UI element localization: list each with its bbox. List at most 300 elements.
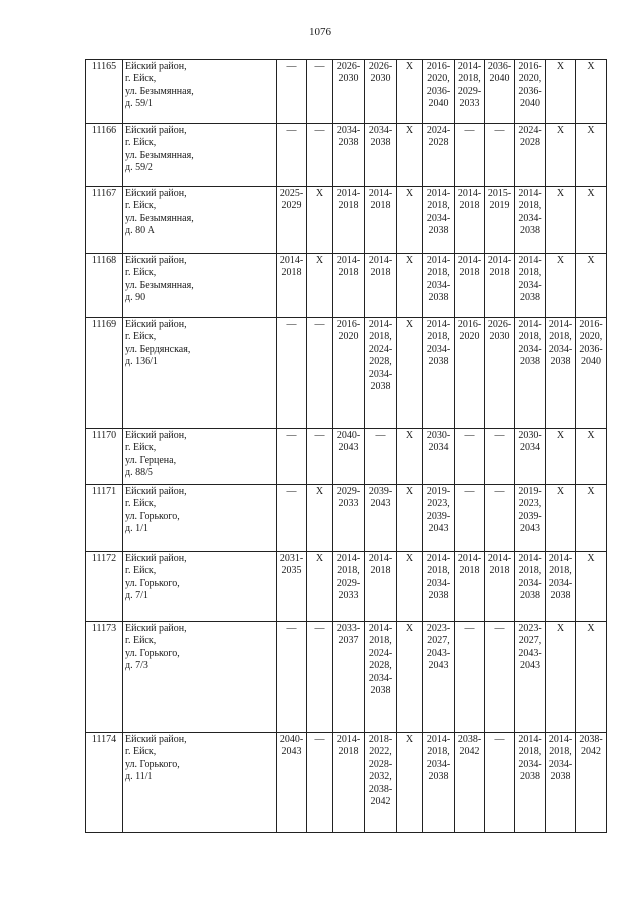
period-line: 2025- (279, 188, 304, 199)
period-line: 2028, (369, 660, 392, 672)
period-line: Х (405, 319, 414, 330)
address-cell (123, 429, 277, 485)
period-line: Х (405, 61, 414, 72)
period-line: 2035 (281, 565, 302, 577)
address-line: Ейский район, (125, 734, 187, 745)
period-cell (365, 254, 397, 318)
period-cell (307, 124, 333, 187)
period-cell (397, 485, 423, 552)
period-line: 2034- (368, 125, 393, 136)
period-cell (546, 318, 576, 429)
period-line: 2018 (489, 565, 510, 577)
period-line: 2034- (518, 279, 542, 291)
address-line: д. 88/5 (125, 467, 153, 479)
period-cell (277, 318, 307, 429)
period-line: 2023, (518, 498, 542, 510)
period-line: 2034- (426, 279, 451, 291)
table-row (86, 429, 607, 485)
period-line: 2014- (457, 61, 482, 72)
address-line: г. Ейск, (125, 137, 157, 149)
address-line: д. 1/1 (125, 523, 148, 535)
period-cell (397, 187, 423, 254)
period-line: Х (405, 734, 414, 745)
address-line: д. 59/1 (125, 98, 153, 110)
period-cell (397, 552, 423, 622)
period-line: 2018 (489, 267, 510, 279)
period-line: 2034- (548, 343, 573, 355)
period-line: 2014- (426, 188, 451, 199)
address-line: Ейский район, (125, 255, 187, 266)
period-line: 2028- (368, 758, 393, 770)
period-cell (455, 124, 485, 187)
period-line: 2018, (369, 635, 392, 647)
period-line: Х (587, 486, 595, 497)
period-line: — (464, 125, 475, 136)
address-cell (123, 318, 277, 429)
period-cell (307, 622, 333, 733)
row-id: 11173 (86, 622, 123, 733)
period-line: 2026- (336, 61, 361, 72)
period-line: Х (556, 255, 565, 266)
period-line: 2042 (370, 796, 391, 808)
address-line: Ейский район, (125, 486, 187, 497)
period-cell (365, 552, 397, 622)
period-line: 2034 (428, 442, 449, 454)
period-cell (307, 60, 333, 124)
period-line: 2018 (370, 267, 391, 279)
period-line: 2014- (336, 734, 361, 745)
period-cell (455, 429, 485, 485)
address-cell (123, 124, 277, 187)
address-line: ул. Горького, (125, 510, 180, 522)
period-cell (576, 124, 607, 187)
address-cell (123, 622, 277, 733)
period-cell (546, 187, 576, 254)
period-line: 2027, (518, 635, 542, 647)
period-line: 2027, (427, 635, 450, 647)
period-line: 2040- (336, 430, 361, 441)
period-line: Х (556, 623, 565, 634)
period-cell (576, 552, 607, 622)
period-line: 2018, (427, 565, 450, 577)
table-row (86, 485, 607, 552)
period-line: 2016- (518, 61, 542, 72)
period-line: 2034- (336, 125, 361, 136)
table-row (86, 318, 607, 429)
period-line: 2018, (518, 267, 542, 279)
period-cell (333, 733, 365, 833)
period-line: Х (405, 255, 414, 266)
period-line: 2014- (368, 319, 393, 330)
period-cell (365, 187, 397, 254)
period-line: 2014- (426, 734, 451, 745)
period-cell (576, 60, 607, 124)
period-line: — (286, 486, 297, 497)
period-line: Х (315, 188, 324, 199)
address-line: д. 7/3 (125, 660, 148, 672)
period-cell (485, 429, 515, 485)
period-cell (576, 318, 607, 429)
period-line: 2040 (520, 98, 540, 110)
period-cell (277, 552, 307, 622)
period-line: 2038 (550, 356, 571, 368)
period-cell (455, 733, 485, 833)
address-line: ул. Безымянная, (125, 279, 194, 291)
period-line: 2018, (369, 331, 392, 343)
period-line: — (314, 61, 325, 72)
period-line: — (314, 319, 325, 330)
period-line: 2014- (336, 553, 361, 564)
period-line: 2014- (487, 553, 512, 564)
table-row (86, 552, 607, 622)
period-line: 2029- (336, 577, 361, 589)
period-line: Х (556, 125, 565, 136)
address-line: г. Ейск, (125, 442, 157, 454)
period-cell (365, 124, 397, 187)
period-cell (333, 187, 365, 254)
period-cell (307, 733, 333, 833)
period-line: 2014- (548, 553, 573, 564)
period-line: — (314, 125, 325, 136)
period-cell (423, 622, 455, 733)
period-line: — (494, 734, 505, 745)
period-line: 2014- (426, 553, 451, 564)
period-line: 2014- (518, 255, 542, 266)
period-line: 2040- (279, 734, 304, 745)
period-line: 2018, (518, 331, 542, 343)
period-line: 2018, (549, 746, 572, 758)
period-line: 2014- (548, 734, 573, 745)
period-cell (397, 733, 423, 833)
row-id: 11174 (86, 733, 123, 833)
period-line: 2042 (581, 746, 601, 758)
period-line: 2034- (548, 577, 573, 589)
period-cell (423, 552, 455, 622)
period-cell (333, 60, 365, 124)
period-cell (576, 485, 607, 552)
period-line: 2018, (518, 746, 542, 758)
address-line: Ейский район, (125, 125, 187, 136)
period-line: 2014- (368, 623, 393, 634)
period-cell (307, 187, 333, 254)
period-line: 2030- (518, 430, 542, 441)
period-line: 2018, (427, 200, 450, 212)
period-cell (485, 733, 515, 833)
period-line: Х (315, 486, 324, 497)
period-cell (333, 485, 365, 552)
period-line: 2030- (426, 430, 451, 441)
period-line: 2020, (427, 73, 450, 85)
period-line: 2014- (336, 255, 361, 266)
address-line: г. Ейск, (125, 746, 157, 758)
period-line: 2043 (338, 442, 359, 454)
period-cell (365, 622, 397, 733)
address-line: д. 136/1 (125, 356, 158, 368)
period-line: 2014- (426, 255, 451, 266)
period-cell (455, 622, 485, 733)
period-cell (546, 622, 576, 733)
period-line: 2029- (457, 85, 482, 97)
period-line: 2014- (457, 188, 482, 199)
period-cell (576, 733, 607, 833)
period-line: 2018 (370, 200, 391, 212)
period-cell (423, 485, 455, 552)
period-cell (333, 552, 365, 622)
period-cell (515, 60, 546, 124)
period-cell (423, 124, 455, 187)
period-line: 2015- (487, 188, 512, 199)
address-line: Ейский район, (125, 188, 187, 199)
period-line: 2018 (459, 200, 480, 212)
period-cell (365, 733, 397, 833)
period-cell (455, 318, 485, 429)
period-cell (333, 622, 365, 733)
table-row (86, 60, 607, 124)
period-cell (455, 552, 485, 622)
period-line: 2026- (368, 61, 393, 72)
period-line: 2014- (548, 319, 573, 330)
period-cell (277, 254, 307, 318)
period-cell (485, 254, 515, 318)
period-line: 2034- (368, 368, 393, 380)
period-line: 2040 (428, 98, 449, 110)
table-row (86, 622, 607, 733)
period-line: 2034- (518, 758, 542, 770)
period-line: 2018 (459, 565, 480, 577)
period-line: Х (405, 125, 414, 136)
period-cell (277, 187, 307, 254)
address-cell (123, 552, 277, 622)
period-line: 2034 (520, 442, 540, 454)
address-cell (123, 733, 277, 833)
period-line: Х (315, 255, 324, 266)
period-line: 2038 (428, 771, 449, 783)
period-cell (515, 124, 546, 187)
period-line: 2034- (368, 672, 393, 684)
period-line: 2014- (279, 255, 304, 266)
registry-body (86, 60, 607, 833)
period-line: 2033 (338, 498, 359, 510)
period-line: 2014- (518, 553, 542, 564)
period-cell (576, 254, 607, 318)
period-cell (277, 60, 307, 124)
period-line: 2038- (368, 783, 393, 795)
period-line: — (314, 430, 325, 441)
address-cell (123, 254, 277, 318)
address-line: г. Ейск, (125, 200, 157, 212)
period-cell (485, 485, 515, 552)
period-line: 2034- (426, 758, 451, 770)
period-line: — (314, 734, 325, 745)
address-line: д. 80 А (125, 225, 155, 237)
period-line: 2028 (428, 137, 449, 149)
period-line: — (286, 430, 297, 441)
period-line: — (286, 125, 297, 136)
period-cell (546, 429, 576, 485)
period-line: — (286, 319, 297, 330)
period-line: Х (587, 125, 595, 136)
period-line: — (314, 623, 325, 634)
period-line: 2030 (489, 331, 510, 343)
address-line: г. Ейск, (125, 267, 157, 279)
period-line: 2024- (368, 647, 393, 659)
period-cell (546, 733, 576, 833)
period-line: 2042 (459, 746, 480, 758)
period-line: 2040 (581, 356, 601, 368)
address-line: д. 7/1 (125, 590, 148, 602)
period-line: 2039- (426, 510, 451, 522)
period-line: Х (556, 61, 565, 72)
period-line: 2034- (518, 343, 542, 355)
period-line: 2014- (457, 255, 482, 266)
address-line: Ейский район, (125, 430, 187, 441)
period-cell (423, 187, 455, 254)
period-line: 2038- (457, 734, 482, 745)
row-id: 11168 (86, 254, 123, 318)
row-id: 11166 (86, 124, 123, 187)
period-line: 2024- (518, 125, 542, 136)
row-id: 11172 (86, 552, 123, 622)
period-line: 2040 (489, 73, 510, 85)
period-line: 2016- (336, 319, 361, 330)
period-line: 2014- (518, 734, 542, 745)
period-cell (515, 187, 546, 254)
table-row (86, 733, 607, 833)
period-cell (307, 485, 333, 552)
period-cell (397, 622, 423, 733)
period-cell (485, 60, 515, 124)
period-line: 2034- (518, 577, 542, 589)
period-cell (397, 60, 423, 124)
period-line: 2031- (279, 553, 304, 564)
period-cell (485, 318, 515, 429)
period-line: 2028, (369, 356, 392, 368)
period-cell (546, 485, 576, 552)
period-line: 2038 (520, 292, 540, 304)
period-cell (307, 254, 333, 318)
period-cell (546, 124, 576, 187)
period-line: 2043 (520, 523, 540, 535)
period-cell (576, 622, 607, 733)
period-line: Х (556, 430, 565, 441)
period-line: 2018, (427, 746, 450, 758)
address-cell (123, 60, 277, 124)
period-line: 2033- (336, 623, 361, 634)
period-cell (277, 622, 307, 733)
address-line: ул. Безымянная, (125, 85, 194, 97)
period-line: — (494, 486, 505, 497)
period-cell (485, 187, 515, 254)
address-line: Ейский район, (125, 553, 187, 564)
period-cell (455, 485, 485, 552)
period-cell (397, 124, 423, 187)
period-line: — (286, 623, 297, 634)
period-line: 2018 (370, 565, 391, 577)
period-line: 2043 (428, 660, 449, 672)
period-line: 2020 (338, 331, 359, 343)
period-line: 2043 (428, 523, 449, 535)
table-row (86, 124, 607, 187)
period-line: 2036- (518, 85, 542, 97)
period-line: 2018, (518, 200, 542, 212)
period-line: 2034- (426, 577, 451, 589)
period-line: 2034- (548, 758, 573, 770)
period-cell (485, 124, 515, 187)
period-line: 2019- (426, 486, 451, 497)
period-cell (277, 429, 307, 485)
period-line: — (464, 430, 475, 441)
period-line: Х (587, 623, 595, 634)
address-line: д. 11/1 (125, 771, 153, 783)
row-id: 11171 (86, 485, 123, 552)
period-cell (365, 429, 397, 485)
page-number: 1076 (309, 26, 331, 38)
address-line: ул. Горького, (125, 758, 180, 770)
period-line: 2018, (458, 73, 481, 85)
period-line: 2038- (579, 734, 603, 745)
period-line: 2036- (426, 85, 451, 97)
address-line: ул. Безымянная, (125, 149, 194, 161)
period-line: 2026- (487, 319, 512, 330)
period-cell (515, 552, 546, 622)
address-line: г. Ейск, (125, 565, 157, 577)
period-cell (576, 187, 607, 254)
period-cell (277, 124, 307, 187)
period-line: 2029- (336, 486, 361, 497)
period-line: — (375, 430, 386, 441)
period-cell (423, 733, 455, 833)
period-cell (423, 318, 455, 429)
period-line: — (494, 623, 505, 634)
period-line: 2038 (520, 771, 540, 783)
period-line: Х (556, 486, 565, 497)
period-line: 2019 (489, 200, 510, 212)
period-line: 2016- (457, 319, 482, 330)
period-cell (515, 485, 546, 552)
address-line: г. Ейск, (125, 73, 157, 85)
period-line: Х (405, 188, 414, 199)
period-cell (423, 60, 455, 124)
period-line: 2039- (518, 510, 542, 522)
period-line: 2036- (579, 343, 603, 355)
period-line: — (464, 623, 475, 634)
period-line: 2043- (426, 647, 451, 659)
period-cell (307, 318, 333, 429)
period-line: 2038 (370, 381, 391, 393)
period-line: 2014- (368, 553, 393, 564)
period-line: 2018- (368, 734, 393, 745)
period-line: 2018, (427, 267, 450, 279)
period-cell (485, 552, 515, 622)
period-line: 2038 (520, 356, 540, 368)
period-line: — (286, 61, 297, 72)
period-cell (546, 254, 576, 318)
table-row (86, 187, 607, 254)
period-line: 2038 (428, 356, 449, 368)
period-line: 2038 (428, 225, 449, 237)
period-line: 2033 (459, 98, 480, 110)
address-line: г. Ейск, (125, 635, 157, 647)
period-line: 2014- (487, 255, 512, 266)
period-cell (515, 733, 546, 833)
period-cell (365, 318, 397, 429)
period-line: 2043 (281, 746, 302, 758)
period-line: 2024- (368, 343, 393, 355)
period-line: Х (587, 255, 595, 266)
period-cell (333, 124, 365, 187)
period-line: 2043 (370, 498, 391, 510)
period-line: 2016- (579, 319, 603, 330)
